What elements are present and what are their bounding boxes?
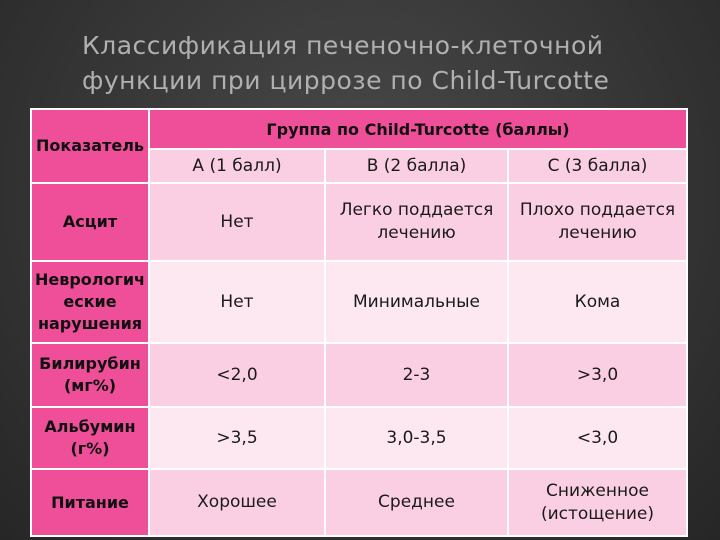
table-row — [31, 469, 687, 536]
slide-title-line-1: Классификация печеночно-клеточной — [82, 31, 604, 60]
table-cell: 3,0-3,5 — [325, 407, 508, 469]
table-cell: Хорошее — [149, 469, 325, 536]
table-row — [31, 183, 687, 261]
table-cell: Легко поддается лечению — [325, 183, 508, 261]
corner-header: Показатель — [31, 109, 149, 183]
table-cell: Минимальные — [325, 261, 508, 343]
slide-title-line-2: функции при циррозе по Child-Turcotte — [82, 66, 610, 95]
row-label-ascites: Асцит — [31, 183, 149, 261]
column-header-a: А (1 балл) — [149, 149, 325, 183]
table-cell: >3,0 — [508, 343, 687, 407]
row-label-nutrition: Питание — [31, 469, 149, 536]
table-row — [31, 261, 687, 343]
table-cell: 2-3 — [325, 343, 508, 407]
column-header-b: В (2 балла) — [325, 149, 508, 183]
table-cell: Нет — [149, 261, 325, 343]
table-cell: <3,0 — [508, 407, 687, 469]
row-label-bilirubin: Билирубин (мг%) — [31, 343, 149, 407]
table-row — [31, 407, 687, 469]
table-cell: Среднее — [325, 469, 508, 536]
slide-title — [82, 28, 702, 98]
table-cell: Плохо поддается лечению — [508, 183, 687, 261]
table-cell: <2,0 — [149, 343, 325, 407]
table-cell: Нет — [149, 183, 325, 261]
table-cell: >3,5 — [149, 407, 325, 469]
column-header-c: С (3 балла) — [508, 149, 687, 183]
row-label-neuro: Неврологич еские нарушения — [31, 261, 149, 343]
table-cell: Сниженное (истощение) — [508, 469, 687, 536]
table-header-row — [31, 109, 687, 149]
classification-table — [30, 108, 688, 537]
group-header: Группа по Child-Turcotte (баллы) — [149, 109, 687, 149]
table-row — [31, 343, 687, 407]
row-label-albumin: Альбумин (г%) — [31, 407, 149, 469]
table-cell: Кома — [508, 261, 687, 343]
